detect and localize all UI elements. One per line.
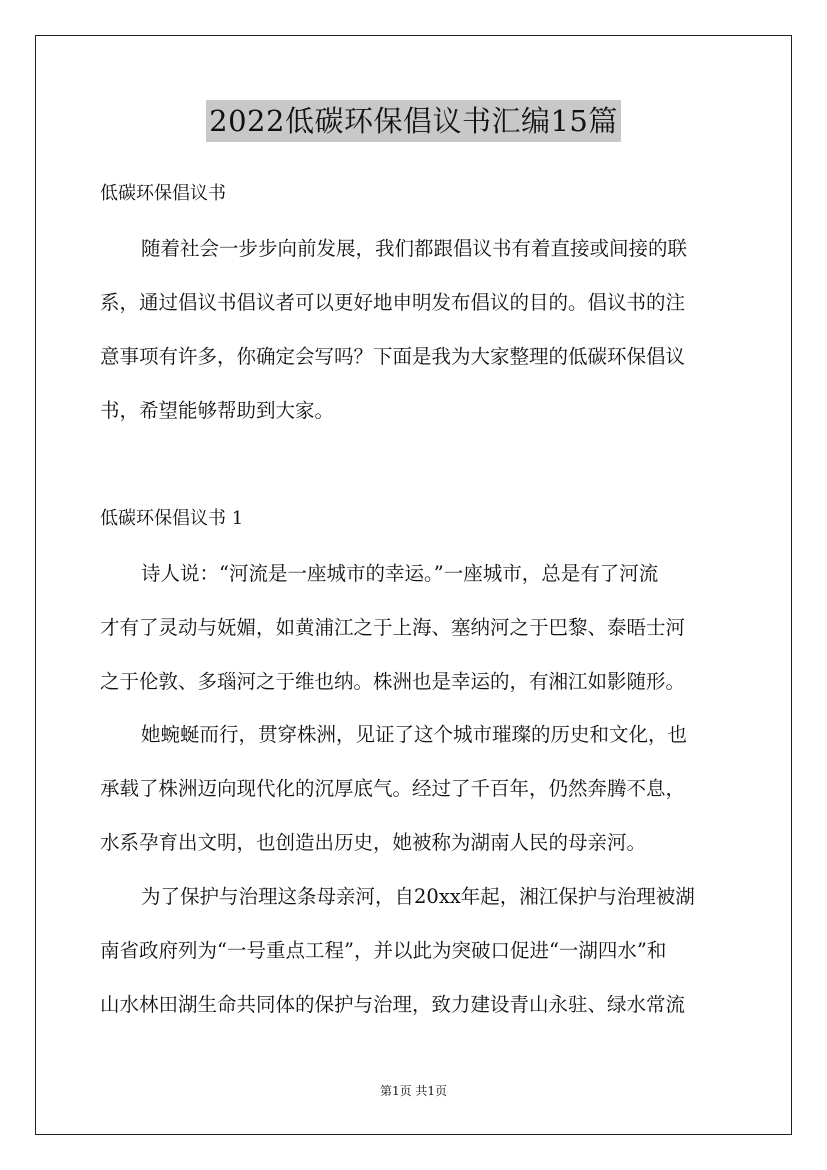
intro-line: 书，希望能够帮助到大家。 — [100, 399, 335, 422]
page-footer: 第1页 共1页 — [379, 1084, 448, 1098]
title-container — [0, 100, 827, 142]
intro-line: 系，通过倡议书倡议者可以更好地申明发布倡议的目的。倡议书的注 — [100, 291, 686, 314]
document-title: 2022低碳环保倡议书汇编15篇 — [206, 100, 621, 142]
intro-line: 意事项有许多，你确定会写吗？下面是我为大家整理的低碳环保倡议 — [100, 345, 686, 368]
paragraph-line: 她蜿蜒而行，贯穿株洲，见证了这个城市璀璨的历史和文化，也 — [141, 723, 688, 746]
paragraph-line: 诗人说：“河流是一座城市的幸运。”一座城市，总是有了河流 — [141, 562, 659, 585]
paragraph-line: 之于伦敦、多瑙河之于维也纳。株洲也是幸运的，有湘江如影随形。 — [100, 670, 686, 693]
paragraph-line: 水系孕育出文明，也创造出历史，她被称为湖南人民的母亲河。 — [100, 831, 647, 854]
paragraph-line: 为了保护与治理这条母亲河，自20xx年起，湘江保护与治理被湖 — [141, 885, 695, 908]
paragraph-line: 才有了灵动与妩媚，如黄浦江之于上海、塞纳河之于巴黎、泰晤士河 — [100, 616, 686, 639]
paragraph-line: 南省政府列为“一号重点工程”，并以此为突破口促进“一湖四水”和 — [100, 939, 667, 962]
paragraph-line: 山水林田湖生命共同体的保护与治理，致力建设青山永驻、绿水常流 — [100, 993, 686, 1016]
paragraph-line: 承载了株洲迈向现代化的沉厚底气。经过了千百年，仍然奔腾不息， — [100, 777, 686, 800]
part1-heading: 低碳环保倡议书 1 — [100, 508, 244, 529]
intro-line: 随着社会一步步向前发展，我们都跟倡议书有着直接或间接的联 — [141, 237, 688, 260]
section-heading: 低碳环保倡议书 — [100, 183, 226, 204]
